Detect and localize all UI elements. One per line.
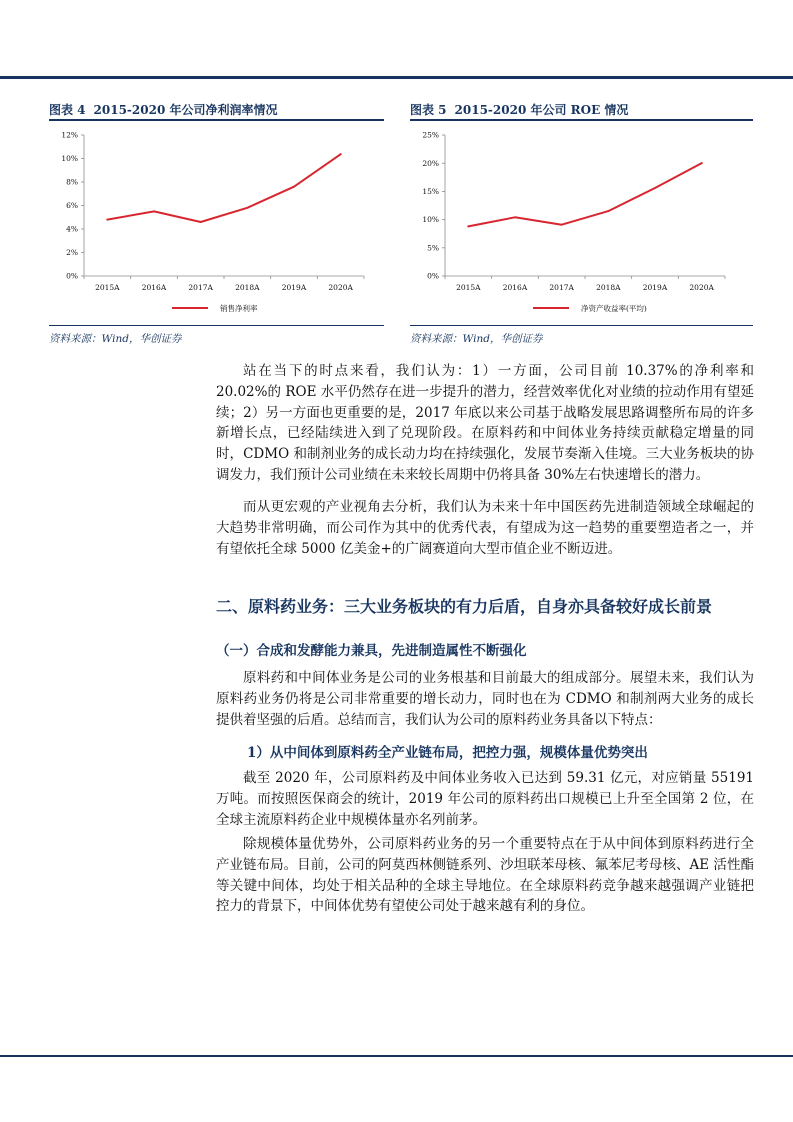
data-point — [293, 186, 295, 188]
x-tick-label: 2018A — [235, 283, 260, 292]
y-tick-label: 2% — [66, 248, 78, 258]
paragraph-revenue-scale: 截至 2020 年，公司原料药及中间体业务收入已达到 59.31 亿元，对应销量 55191 万吨。而按照医保商会的统计，2019 年公司的原料药出口规模已上升至全国第 2 位，在全球主流原料药企业中规模体量亦名列前茅。 — [216, 770, 754, 828]
x-tick-label: 2019A — [642, 283, 668, 292]
y-tick-label: 5% — [427, 243, 439, 253]
y-tick-label: 0% — [427, 271, 439, 281]
data-point — [654, 187, 656, 189]
x-tick-label: 2018A — [596, 283, 621, 292]
paragraph-intermediates: 除规模体量优势外，公司原料药业务的另一个重要特点在于从中间体到原料药进行全产业链布局。目前，公司的阿莫西林侧链系列、沙坦联苯母核、氟苯尼考母核、AE 活性酯等关键中间体，均处于相关品种的全球主导地位。在全球原料药竞争越来越强调产业链把控力的背景下，中间体优势有望使公司处于越来越有利的身位。 — [216, 836, 754, 915]
figure5-title — [410, 101, 634, 118]
data-point — [467, 225, 469, 227]
series-line — [107, 154, 340, 222]
x-tick-label: 2020A — [689, 283, 714, 292]
figure5-title-text: 2015-2020 年公司 ROE 情况 — [454, 103, 629, 117]
y-tick-label: 25% — [422, 130, 439, 140]
x-tick-label: 2017A — [188, 283, 213, 292]
figure5-source-rule — [410, 325, 753, 326]
figure4-label: 图表 4 — [49, 103, 86, 117]
y-tick-label: 15% — [422, 187, 439, 196]
y-tick-label: 6% — [66, 201, 78, 211]
y-tick-label: 10% — [422, 215, 439, 225]
data-point — [340, 153, 342, 155]
point-heading-full-chain: 1）从中间体到原料药全产业链布局，把控力强，规模体量优势突出 — [247, 745, 648, 761]
x-tick-label: 2016A — [502, 283, 528, 292]
figure5-source: 资料来源：Wind，华创证券 — [410, 333, 543, 345]
data-point — [561, 224, 563, 226]
net-margin-chart — [49, 125, 384, 325]
x-tick-label: 2016A — [141, 283, 167, 292]
data-point — [701, 162, 703, 164]
figure4-source: 资料来源：Wind，华创证券 — [49, 333, 182, 345]
y-tick-label: 4% — [66, 224, 78, 234]
y-tick-label: 10% — [61, 154, 78, 164]
data-point — [246, 207, 248, 209]
roe-chart — [410, 125, 753, 325]
x-tick-label: 2020A — [328, 283, 353, 292]
footer-rule — [0, 1055, 793, 1057]
figure5-title-rule — [410, 119, 753, 121]
paragraph-outlook: 站在当下的时点来看，我们认为：1）一方面，公司目前 10.37%的净利率和 20.02%的 ROE 水平仍然存在进一步提升的潜力，经营效率优化对业绩的拉动作用有望延续；2）另一方面也更重要的是，2017 年底以来公司基于战略发展思路调整所布局的许多新增长点，已经陆续进入到了兑现阶段。在原料药和中间体业务持续贡献稳定增量的同时，CDMO 和制剂业务的成长动力均在持续强化，发展节奏渐入佳境。三大业务板块的协调发力，我们预计公司业绩在未来较长周期中仍将具备 30%左右快速增长的潜力。 — [216, 363, 754, 483]
figure4-source-rule — [49, 325, 384, 326]
legend-label: 净资产收益率(平均) — [581, 304, 647, 313]
y-tick-label: 12% — [61, 130, 78, 140]
y-tick-label: 0% — [66, 271, 78, 281]
x-tick-label: 2017A — [549, 283, 574, 292]
x-tick-label: 2019A — [281, 283, 307, 292]
x-tick-label: 2015A — [456, 283, 481, 292]
section-heading-api-business: 二、原料药业务：三大业务板块的有力后盾，自身亦具备较好成长前景 — [216, 597, 713, 616]
y-tick-label: 8% — [66, 177, 78, 187]
y-tick-label: 20% — [422, 158, 439, 168]
paragraph-api-foundation: 原料药和中间体业务是公司的业务根基和目前最大的组成部分。展望未来，我们认为原料药业务仍将是公司非常重要的增长动力，同时也在为 CDMO 和制剂两大业务的成长提供着坚强的后盾。总结而言，我们认为公司的原料药业务具备以下特点： — [216, 670, 754, 728]
x-tick-label: 2015A — [95, 283, 120, 292]
series-line — [468, 163, 701, 226]
data-point — [106, 219, 108, 221]
paragraph-macro-view: 而从更宏观的产业视角去分析，我们认为未来十年中国医药先进制造领域全球崛起的大趋势非常明确，而公司作为其中的优秀代表，有望成为这一趋势的重要塑造者之一，并有望依托全球 5000 亿美金+的广阔赛道向大型市值企业不断迈进。 — [216, 499, 754, 557]
data-point — [607, 210, 609, 212]
figure4-title-text: 2015-2020 年公司净利润率情况 — [93, 103, 278, 117]
figure5-label: 图表 5 — [410, 103, 447, 117]
data-point — [153, 210, 155, 212]
legend-label: 销售净利率 — [220, 304, 258, 313]
data-point — [514, 216, 516, 218]
data-point — [200, 221, 202, 223]
figure4-title — [49, 101, 284, 118]
figure4-title-rule — [49, 119, 384, 121]
header-rule — [0, 76, 793, 79]
subsection-heading-synthesis-fermentation: （一）合成和发酵能力兼具，先进制造属性不断强化 — [216, 643, 527, 659]
